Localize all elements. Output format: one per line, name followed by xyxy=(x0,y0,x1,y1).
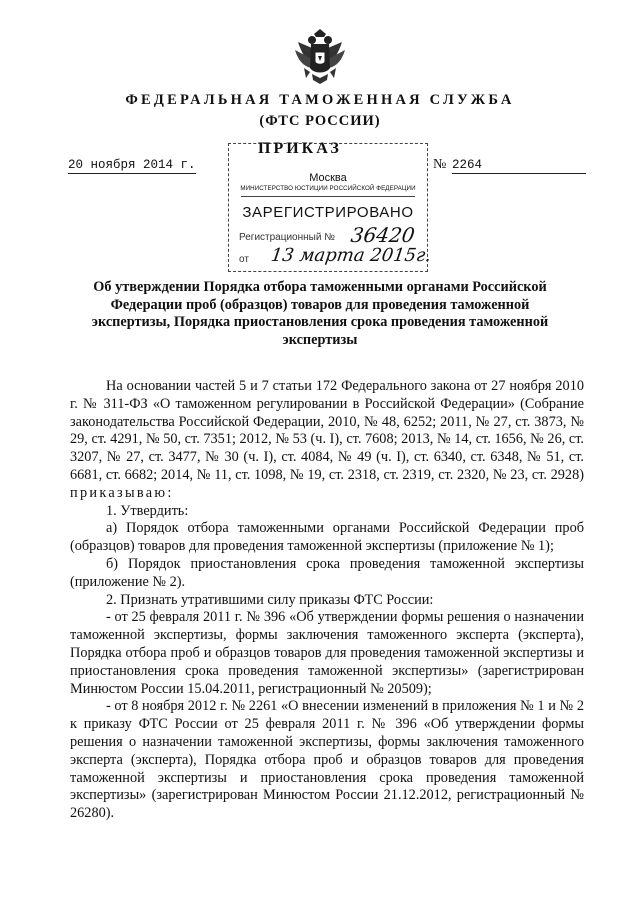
registration-stamp xyxy=(228,143,433,272)
organization-abbreviation: (ФТС РОССИИ) xyxy=(259,113,381,129)
stamp-city: Москва xyxy=(309,172,347,184)
document-body xyxy=(70,378,584,823)
preamble-text: На основании частей 5 и 7 статьи 172 Федерального закона от 27 ноября 2010 г. № 311-ФЗ «О таможенном регулировании в Российской Федерации» (Собрание законодательства Российской Федерации, 2010, № 48, 6252; 2011, № 27, ст. 3873, № 29, ст. 4291, № 50, ст. 7351; 2012, № 53 (ч. I), ст. 7608; 2013, № 14, ст. 1656, № 26, ст. 3207, № 27, ст. 3477, № 30 (ч. I), ст. 4084, № 49 (ч. I), ст. 6340, ст. 6348, № 51, ст. 6681, ст. 6682; 2014, № 11, ст. 1098, № 19, ст. 2318, ст. 2319, ст. 2320, № 23, ст. 2928) xyxy=(70,378,584,483)
order-number-label: № xyxy=(433,157,447,172)
stamp-divider xyxy=(241,196,415,197)
stamp-reg-number-value: 36420 xyxy=(349,223,417,247)
russian-coat-of-arms-emblem xyxy=(294,28,346,86)
stamp-date-value: 13 марта 2015г. xyxy=(269,245,433,266)
item-1: 1. Утвердить: xyxy=(106,502,189,519)
order-heading: ПРИКАЗ xyxy=(258,140,342,157)
item-2: 2. Признать утратившими силу приказы ФТС России: xyxy=(106,591,434,608)
item-1a: а) Порядок отбора таможенными органами Российской Федерации проб (образцов) товаров для проведения таможенной экспертизы (приложение № 1); xyxy=(70,520,584,555)
organization-title: ФЕДЕРАЛЬНАЯ ТАМОЖЕННАЯ СЛУЖБА xyxy=(125,92,515,108)
orders-word: приказываю: xyxy=(70,484,174,501)
preamble-paragraph xyxy=(70,378,584,503)
item-1b: б) Порядок приостановления срока проведения таможенной экспертизы (приложение № 2). xyxy=(70,555,584,590)
item-2-dash-1: - от 25 февраля 2011 г. № 396 «Об утверждении формы решения о назначении таможенной экспертизы, формы заключения таможенного эксперта (эксперта), Порядка отбора проб и образцов товаров для проведения таможенной экспертизы и приостановления срока проведения таможенной экспертизы» (зарегистрирован Минюстом России 15.04.2011, регистрационный № 20509); xyxy=(70,609,584,697)
stamp-ministry: МИНИСТЕРСТВО ЮСТИЦИИ РОССИЙСКОЙ ФЕДЕРАЦИИ xyxy=(240,185,416,192)
item-2-dash-2: - от 8 ноября 2012 г. № 2261 «О внесении изменений в приложения № 1 и № 2 к приказу ФТС России от 25 февраля 2011 г. № 396 «Об утверждении формы решения о назначении таможенной экспертизы, формы заключения таможенного эксперта (эксперта), Порядка отбора проб и образцов товаров для проведения таможенной экспертизы и приостановления срока проведения таможенной экспертизы» (зарегистрирован Минюстом России 21.12.2012, регистрационный № 26280). xyxy=(70,698,584,822)
order-date: 20 ноября 2014 г. xyxy=(68,158,196,172)
stamp-registered-label: ЗАРЕГИСТРИРОВАНО xyxy=(242,204,414,221)
document-title: Об утверждении Порядка отбора таможенными органами Российской Федерации проб (образцов) товаров для проведения таможенной экспертизы, Порядка приостановления срока проведения таможенной экспертизы xyxy=(91,279,549,348)
stamp-reg-number-label: Регистрационный № xyxy=(239,232,335,243)
order-number-value: 2264 xyxy=(452,158,586,174)
stamp-date-prefix: от xyxy=(239,254,249,265)
